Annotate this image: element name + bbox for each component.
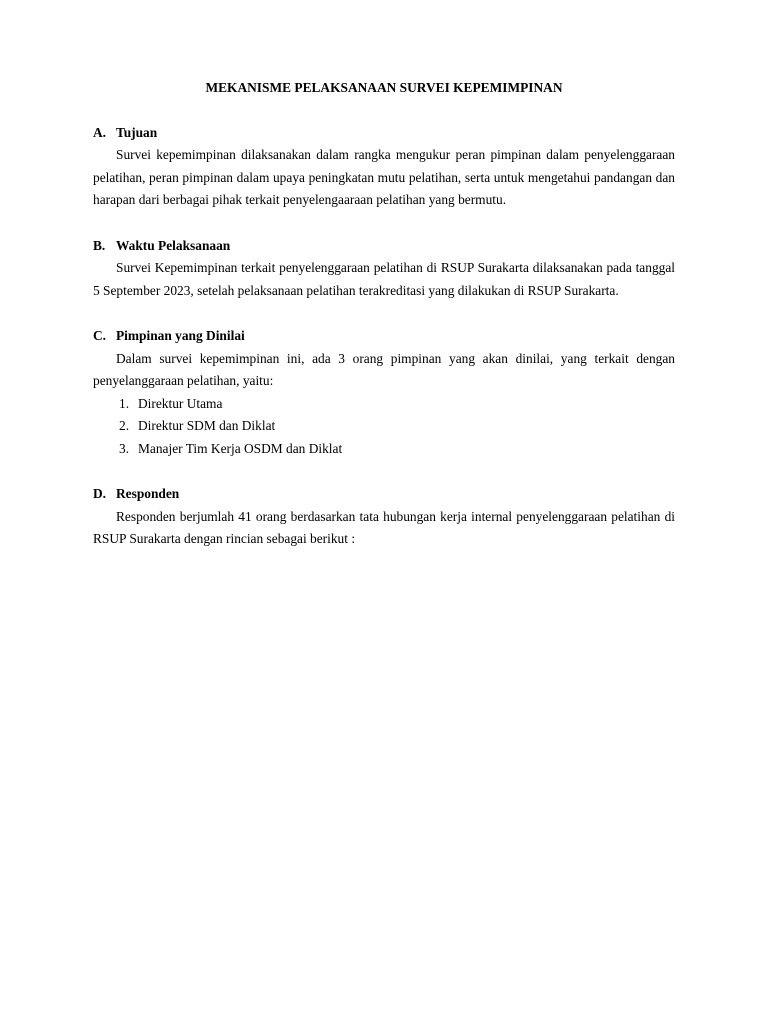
section-heading [93,483,675,506]
list-item [93,393,675,416]
section-pimpinan-yang-dinilai [93,325,675,461]
section-heading-text: Responden [116,486,180,502]
section-letter: D. [93,486,107,502]
document-title: MEKANISME PELAKSANAAN SURVEI KEPEMIMPINAN [205,80,563,95]
section-paragraph: Dalam survei kepemimpinan ini, ada 3 orang pimpinan yang akan dinilai, yang terkait dengan penyelanggaraan pelatihan, yaitu: [93,350,675,389]
list-number: 1. [119,395,130,411]
list-text: Manajer Tim Kerja OSDM dan Diklat [138,440,343,456]
section-paragraph: Responden berjumlah 41 orang berdasarkan tata hubungan kerja internal penyelenggaraan pelatihan di RSUP Surakarta dengan rincian sebagai berikut : [93,508,675,547]
list-item [93,415,675,438]
section-heading [93,325,675,348]
section-heading [93,122,675,145]
section-letter: C. [93,327,107,343]
section-paragraph: Survei kepemimpinan dilaksanakan dalam rangka mengukur peran pimpinan dalam penyelenggaraan pelatihan, peran pimpinan dalam upaya peningkatan mutu pelatihan, serta untuk mengetahui pandangan dan harapan dari berbagai pihak terkait penyelengaaraan pelatihan yang bermutu. [93,147,675,208]
section-tujuan [93,122,675,212]
section-letter: B. [93,237,106,253]
section-letter: A. [93,124,107,140]
leader-list [93,393,675,461]
section-heading-text: Tujuan [116,124,158,140]
section-heading-text: Waktu Pelaksanaan [116,237,231,253]
list-text: Direktur Utama [138,395,223,411]
list-number: 2. [119,418,130,434]
section-heading [93,235,675,258]
list-number: 3. [119,440,130,456]
section-responden [93,483,675,551]
list-text: Direktur SDM dan Diklat [138,418,276,434]
section-paragraph: Survei Kepemimpinan terkait penyelenggaraan pelatihan di RSUP Surakarta dilaksanakan pada tanggal 5 September 2023, setelah pelaksanaan pelatihan terakreditasi yang dilakukan di RSUP Surakarta. [93,260,675,298]
section-heading-text: Pimpinan yang Dinilai [116,327,245,343]
section-waktu-pelaksanaan [93,235,675,303]
list-item [93,438,675,461]
document-page [93,77,675,573]
